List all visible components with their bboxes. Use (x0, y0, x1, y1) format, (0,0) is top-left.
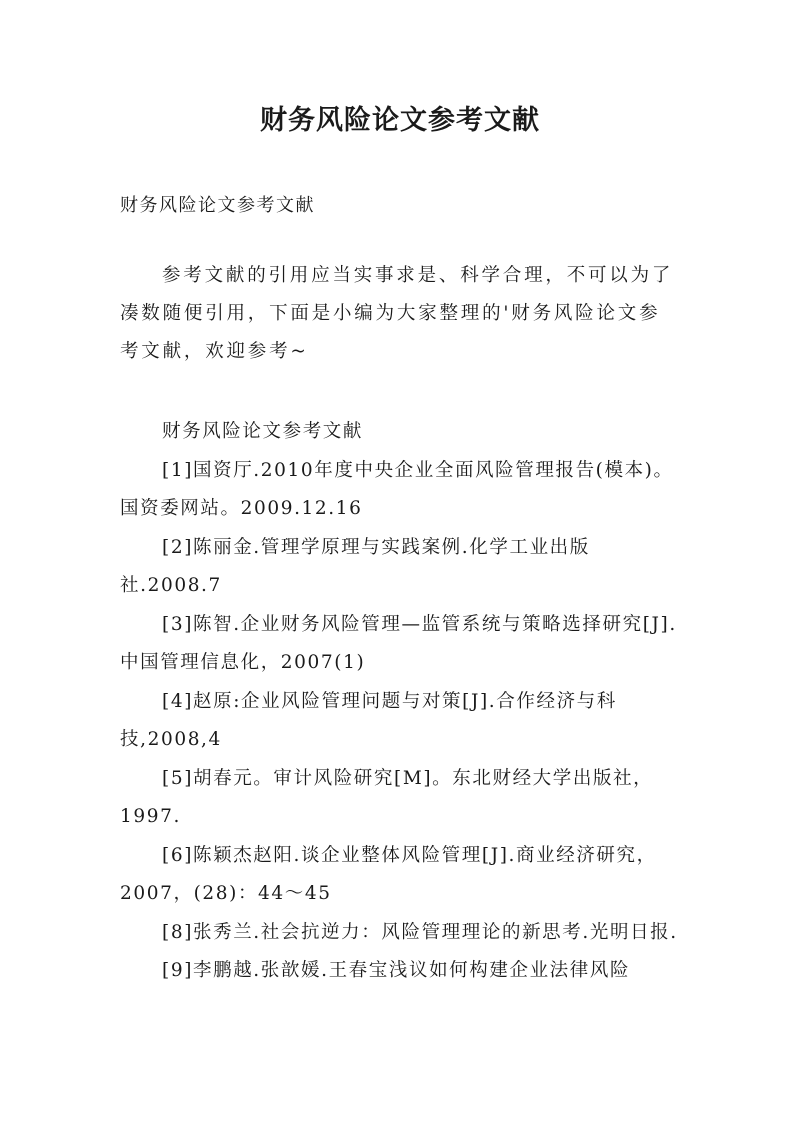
reference-item: [6]陈颖杰赵阳.谈企业整体风险管理[J].商业经济研究，2007，(28)：44～45 (120, 844, 657, 904)
reference-item: [2]陈丽金.管理学原理与实践案例.化学工业出版社.2008.7 (120, 536, 590, 596)
reference-item: [1]国资厅.2010年度中央企业全面风险管理报告(模本)。国资委网站。2009.12.16 (120, 459, 674, 519)
intro-paragraph: 参考文献的引用应当实事求是、科学合理，不可以为了凑数随便引用，下面是小编为大家整理的'财务风险论文参考文献，欢迎参考~ (120, 265, 674, 362)
references-heading: 财务风险论文参考文献 (162, 421, 364, 442)
reference-item: [3]陈智.企业财务风险管理—监管系统与策略选择研究[J].中国管理信息化，2007(1) (120, 613, 677, 673)
references-section (120, 413, 680, 991)
document-title: 财务风险论文参考文献 (260, 105, 540, 136)
reference-item: [4]赵原:企业风险管理问题与对策[J].合作经济与科技,2008,4 (120, 690, 617, 750)
document-subtitle: 财务风险论文参考文献 (120, 195, 315, 216)
reference-item: [8]张秀兰.社会抗逆力：风险管理理论的新思考.光明日报. (162, 921, 678, 943)
reference-item: [5]胡春元。审计风险研究[M]。东北财经大学出版社，1997. (120, 767, 654, 827)
reference-item: [9]李鹏越.张歆媛.王春宝浅议如何构建企业法律风险 (162, 960, 631, 981)
